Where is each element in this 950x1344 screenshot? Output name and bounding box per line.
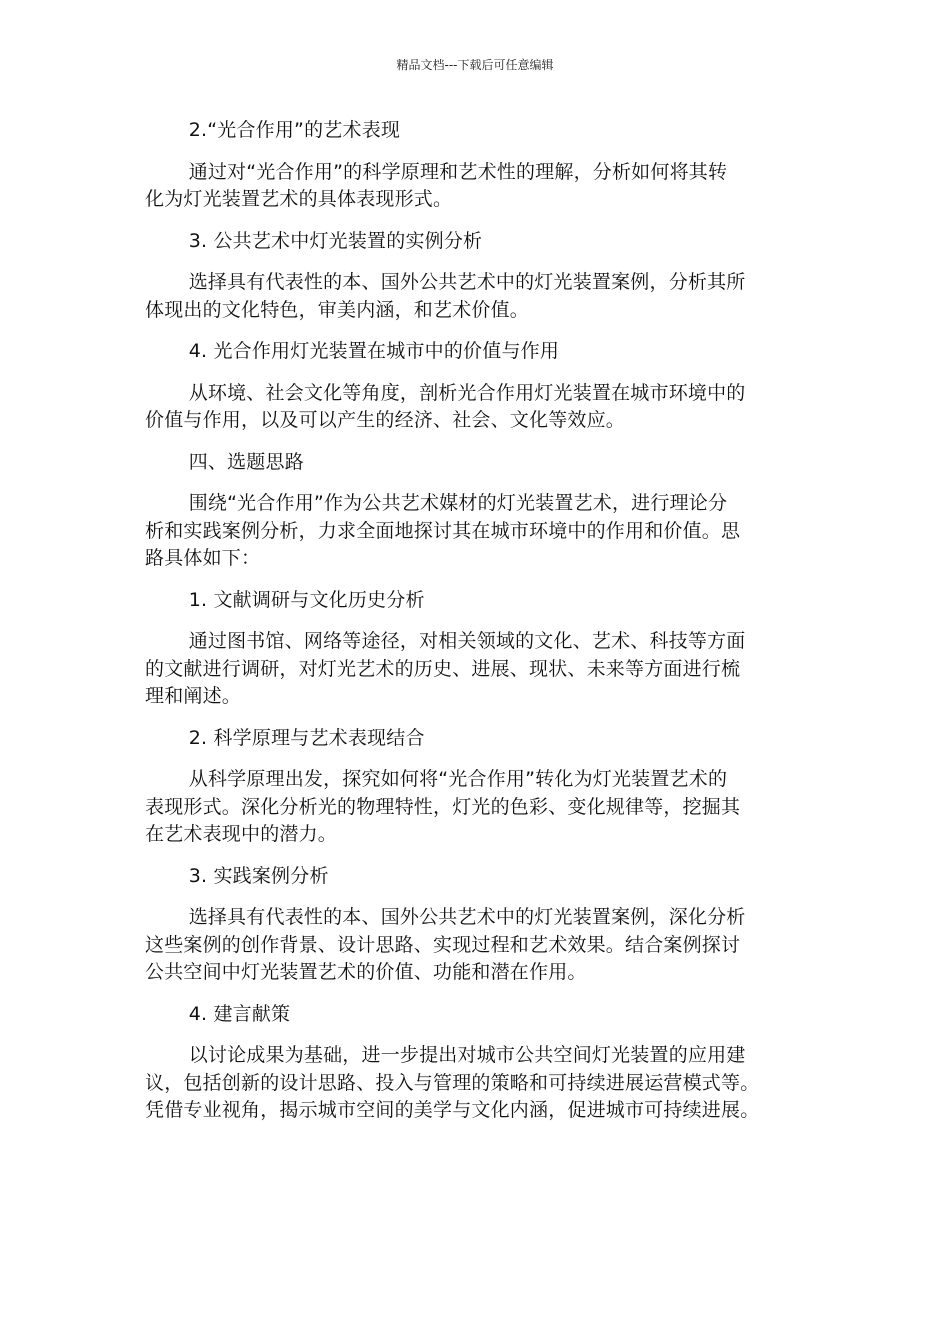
- text-line: 在艺术表现中的潜力。: [145, 823, 338, 845]
- paragraph: [145, 269, 805, 324]
- text-line: 围绕“光合作用”作为公共艺术媒材的灯光装置艺术，进行理论分: [188, 492, 728, 514]
- text-line: 公共空间中灯光装置艺术的价值、功能和潜在作用。: [145, 961, 587, 983]
- text-line: 从科学原理出发，探究如何将“光合作用”转化为灯光装置艺术的: [188, 768, 728, 790]
- text-line: 1. 文献调研与文化历史分析: [188, 588, 425, 611]
- text-line: 选择具有代表性的本、国外公共艺术中的灯光装置案例，分析其所: [188, 271, 746, 293]
- paragraph: [145, 766, 805, 849]
- heading-value-and-role: [145, 338, 805, 366]
- text-line: 理和阐述。: [145, 685, 242, 707]
- page-header: 精品文档---下载后可任意编辑: [396, 58, 554, 72]
- heading-case-analysis: [145, 228, 805, 256]
- heading-practice-cases: [145, 863, 805, 891]
- heading-artistic-expression: [145, 117, 805, 145]
- text-line: 4. 建言献策: [188, 1002, 291, 1025]
- paragraph: [145, 159, 805, 214]
- text-line: 从环境、社会文化等角度，剖析光合作用灯光装置在城市环境中的: [188, 381, 746, 404]
- text-line: 议，包括创新的设计思路、投入与管理的策略和可持续进展运营模式等。: [145, 1071, 760, 1094]
- text-line: 体现出的文化特色，审美内涵，和艺术价值。: [145, 298, 530, 321]
- text-line: 4. 光合作用灯光装置在城市中的价值与作用: [188, 340, 560, 362]
- text-line: 2.“光合作用”的艺术表现: [188, 119, 401, 141]
- document-body: [145, 117, 805, 1139]
- text-line: 化为灯光装置艺术的具体表现形式。: [145, 188, 453, 210]
- text-line: 凭借专业视角，揭示城市空间的美学与文化内涵，促进城市可持续进展。: [145, 1099, 760, 1121]
- text-line: 的文献进行调研，对灯光艺术的历史、进展、现状、未来等方面进行梳: [145, 657, 741, 680]
- text-line: 析和实践案例分析，力求全面地探讨其在城市环境中的作用和价值。思: [145, 519, 741, 542]
- text-line: 价值与作用，以及可以产生的经济、社会、文化等效应。: [145, 409, 626, 431]
- paragraph: [145, 490, 805, 573]
- text-line: 3. 实践案例分析: [188, 864, 329, 887]
- text-line: 四、选题思路: [188, 450, 304, 473]
- text-line: 3. 公共艺术中灯光装置的实例分析: [188, 229, 483, 252]
- paragraph: [145, 1042, 805, 1125]
- text-line: 这些案例的创作背景、设计思路、实现过程和艺术效果。结合案例探讨: [145, 933, 741, 956]
- section-heading-topic-approach: [145, 449, 805, 477]
- paragraph: [145, 628, 805, 711]
- text-line: 通过图书馆、网络等途径，对相关领域的文化、艺术、科技等方面: [188, 630, 746, 652]
- heading-science-and-art: [145, 725, 805, 753]
- text-line: 选择具有代表性的本、国外公共艺术中的灯光装置案例，深化分析: [188, 906, 746, 928]
- text-line: 通过对“光合作用”的科学原理和艺术性的理解，分析如何将其转: [188, 160, 728, 183]
- paragraph: [145, 380, 805, 435]
- text-line: 2. 科学原理与艺术表现结合: [188, 726, 425, 749]
- text-line: 表现形式。深化分析光的物理特性，灯光的色彩、变化规律等，挖掘其: [145, 795, 741, 818]
- heading-suggestions: [145, 1001, 805, 1029]
- paragraph: [145, 904, 805, 987]
- heading-literature-research: [145, 587, 805, 615]
- text-line: 路具体如下：: [145, 547, 261, 569]
- text-line: 以讨论成果为基础，进一步提出对城市公共空间灯光装置的应用建: [188, 1044, 746, 1066]
